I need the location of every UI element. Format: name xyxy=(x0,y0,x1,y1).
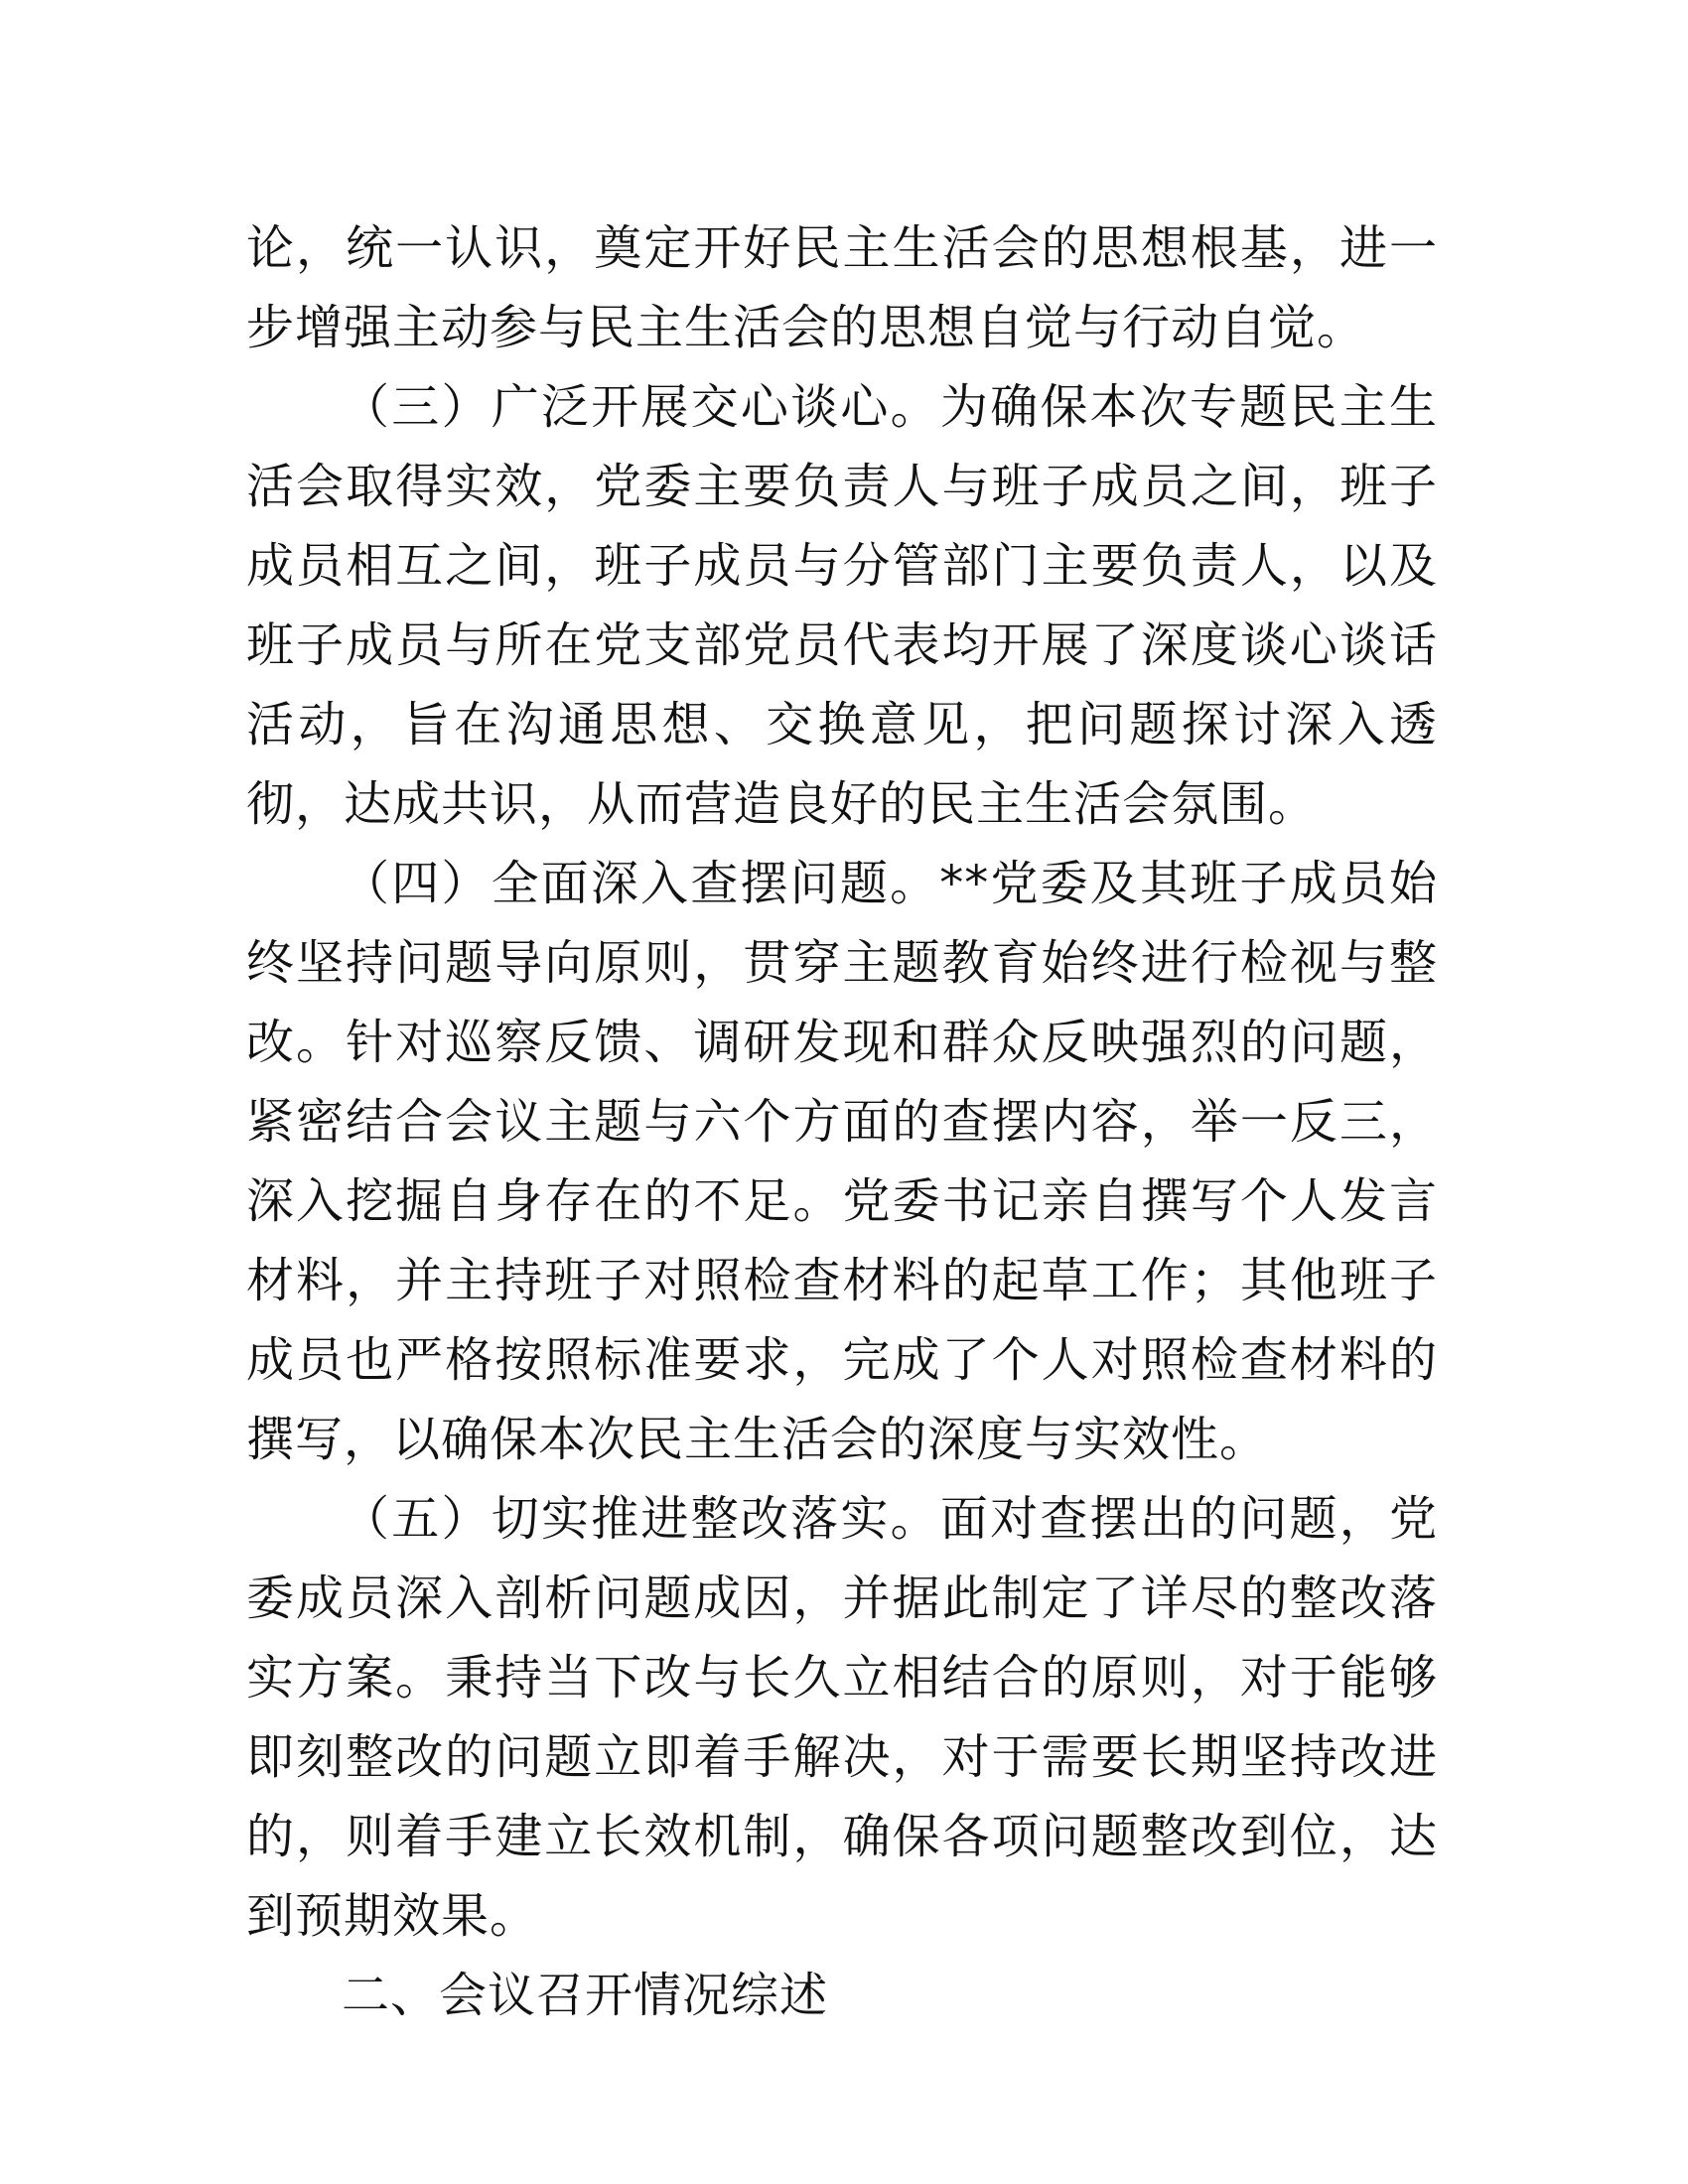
paragraph-identify-problems: （四）全面深入查摆问题。**党委及其班子成员始终坚持问题导向原则，贯穿主题教育始终进行检视与整改。针对巡察反馈、调研发现和群众反映强烈的问题，紧密结合会议主题与六个方面的查摆内容，举一反三，深入挖掘自身存在的不足。党委书记亲自撰写个人发言材料，并主持班子对照检查材料的起草工作；其他班子成员也严格按照标准要求，完成了个人对照检查材料的撰写，以确保本次民主生活会的深度与实效性。 xyxy=(246,856,1438,1467)
paragraph-rectification: （五）切实推进整改落实。面对查摆出的问题，党委成员深入剖析问题成因，并据此制定了详尽的整改落实方案。秉持当下改与长久立相结合的原则，对于能够即刻整改的问题立即着手解决，对于需要长期坚持改进的，则着手建立长效机制，确保各项问题整改到位，达到预期效果。 xyxy=(246,1491,1438,1944)
paragraph-continued: 论，统一认识，奠定开好民主生活会的思想根基，进一步增强主动参与民主生活会的思想自觉与行动自觉。 xyxy=(246,220,1438,355)
section-heading: 二、会议召开情况综述 xyxy=(342,1968,829,2023)
document-body xyxy=(246,208,1438,2035)
paragraph-heart-to-heart-talks: （三）广泛开展交心谈心。为确保本次专题民主生活会取得实效，党委主要负责人与班子成员之间，班子成员相互之间，班子成员与分管部门主要负责人，以及班子成员与所在党支部党员代表均开展了深度谈心谈话活动，旨在沟通思想、交换意见，把问题探讨深入透彻，达成共识，从而营造良好的民主生活会氛围。 xyxy=(246,379,1438,832)
